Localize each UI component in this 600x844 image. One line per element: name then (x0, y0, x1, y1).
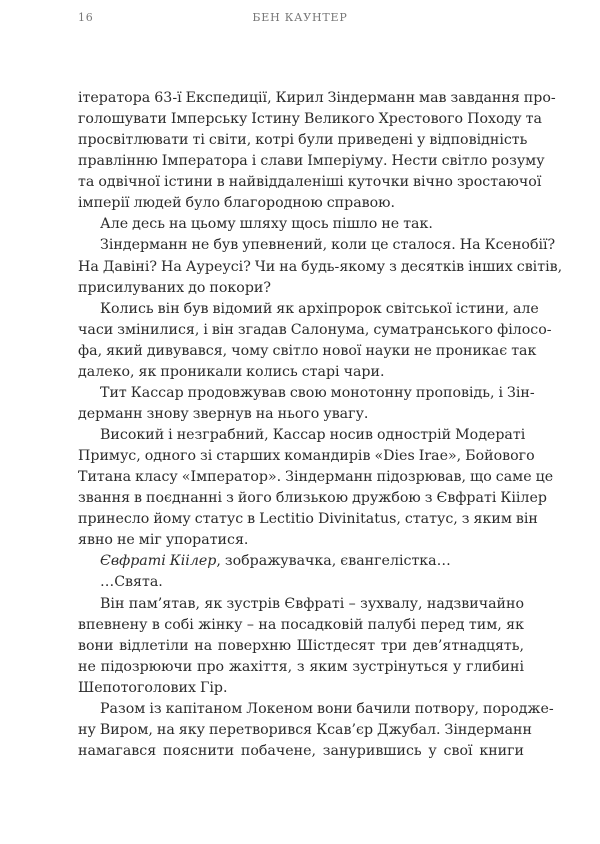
text-line (78, 488, 547, 509)
line-text: Колись він був відомий як архіпророк світської істини, але (100, 300, 539, 317)
line-text: далеко, як проникали колись старі чари. (78, 363, 385, 380)
text-line (78, 109, 542, 130)
italic-text: Євфраті Кіілер (100, 553, 217, 570)
line-text: Титана класу «Імператор». Зіндерманн підозрював, що саме це (78, 469, 554, 486)
text-line (78, 678, 524, 699)
line-text: …Свята. (100, 574, 163, 591)
line-text: голошувати Імперську Істину Великого Хрестового Походу та (78, 111, 542, 128)
text-line (78, 257, 563, 278)
line-text: та одвічної істини в найвіддаленіші куточки вічно зростаючої (78, 174, 542, 191)
text-line (78, 551, 524, 572)
line-text: імперії людей було благородною справою. (78, 195, 396, 212)
line-text: Тит Кассар продовжував свою монотонну проповідь, і Зін- (100, 384, 535, 401)
line-text: Примус, одного зі старших командирів «Dies Irae», Бойового (78, 448, 535, 465)
text-line (78, 636, 524, 657)
line-text: присилуваних до покори? (78, 279, 271, 296)
text-line (78, 509, 538, 530)
line-text: , зображувачка, євангелістка… (216, 553, 451, 570)
text-line (78, 214, 524, 235)
text-line (78, 172, 542, 193)
text-line (78, 151, 545, 172)
text-line (78, 130, 528, 151)
text-line (78, 467, 554, 488)
text-line (78, 699, 554, 720)
line-text: Але десь на цьому шляху щось пішло не так. (100, 216, 433, 233)
text-line (78, 235, 556, 256)
line-text: Разом із капітаном Локеном вони бачили потвору, породже- (100, 700, 554, 717)
line-text: Зіндерманн не був упевнений, коли це сталося. На Ксенобії? (100, 237, 556, 254)
line-text: фа, який дивувався, чому світло нової науки не проникає так (78, 342, 537, 359)
line-text: ну Виром, на яку перетворився Ксав’єр Джубал. Зіндерманн (78, 721, 532, 738)
text-line (78, 299, 539, 320)
line-text: На Давіні? На Ауреусі? Чи на будь-якому з десятків інших світів, (78, 258, 563, 275)
text-line (78, 193, 524, 214)
line-text: Шепотоголових Гір. (78, 679, 228, 696)
line-text: не підозрюючи про жахіття, з яким зустрінуться у глибині (78, 658, 524, 675)
line-text: явно не міг упоратися. (78, 532, 249, 549)
text-line (78, 404, 524, 425)
line-text: часи змінилися, і він згадав Салонума, суматранського філосо- (78, 321, 552, 338)
line-text: Високий і незграбний, Кассар носив однострій Модераті (100, 427, 526, 443)
text-line (78, 572, 524, 593)
line-text: ітератора 63-ї Експедиції, Кирил Зіндерманн мав завдання про- (78, 90, 556, 106)
line-text: просвітлювати ті світи, котрі були приведені у відповідність (78, 132, 528, 149)
text-line (78, 615, 524, 636)
text-line (78, 383, 535, 404)
body-text (78, 88, 563, 762)
line-text: дерманн знову звернув на нього увагу. (78, 405, 369, 422)
text-line (78, 425, 524, 446)
text-line (78, 530, 524, 551)
line-text: принесло йому статус в Lectitio Divinitatus, статус, з яким він (78, 511, 538, 528)
text-line (78, 446, 535, 467)
text-line (78, 320, 552, 341)
line-text: вони відлетіли на поверхню Шістдесят три дев’ятнадцять, (78, 637, 524, 654)
running-title: БЕН КАУНТЕР (252, 11, 348, 24)
text-line (78, 88, 556, 109)
line-text: звання в поєднанні з його близькою дружбою з Євфраті Кіілер (78, 490, 547, 507)
text-line (78, 278, 524, 299)
line-text: впевнену в собі жінку – на посадковій палубі перед тим, як (78, 616, 524, 633)
line-text: Він пам’ятав, як зустрів Євфраті – зухвалу, надзвичайно (100, 595, 524, 612)
text-line (78, 594, 524, 615)
line-text: намагався пояснити побачене, занурившись у свої книги (78, 742, 524, 759)
text-line (78, 720, 532, 741)
text-line (78, 657, 524, 678)
text-line (78, 341, 537, 362)
line-text: правлінню Імператора і слави Імперіуму. Нести світло розуму (78, 153, 545, 170)
page-number: 16 (78, 11, 94, 24)
text-line (78, 741, 524, 762)
text-line (78, 362, 524, 383)
